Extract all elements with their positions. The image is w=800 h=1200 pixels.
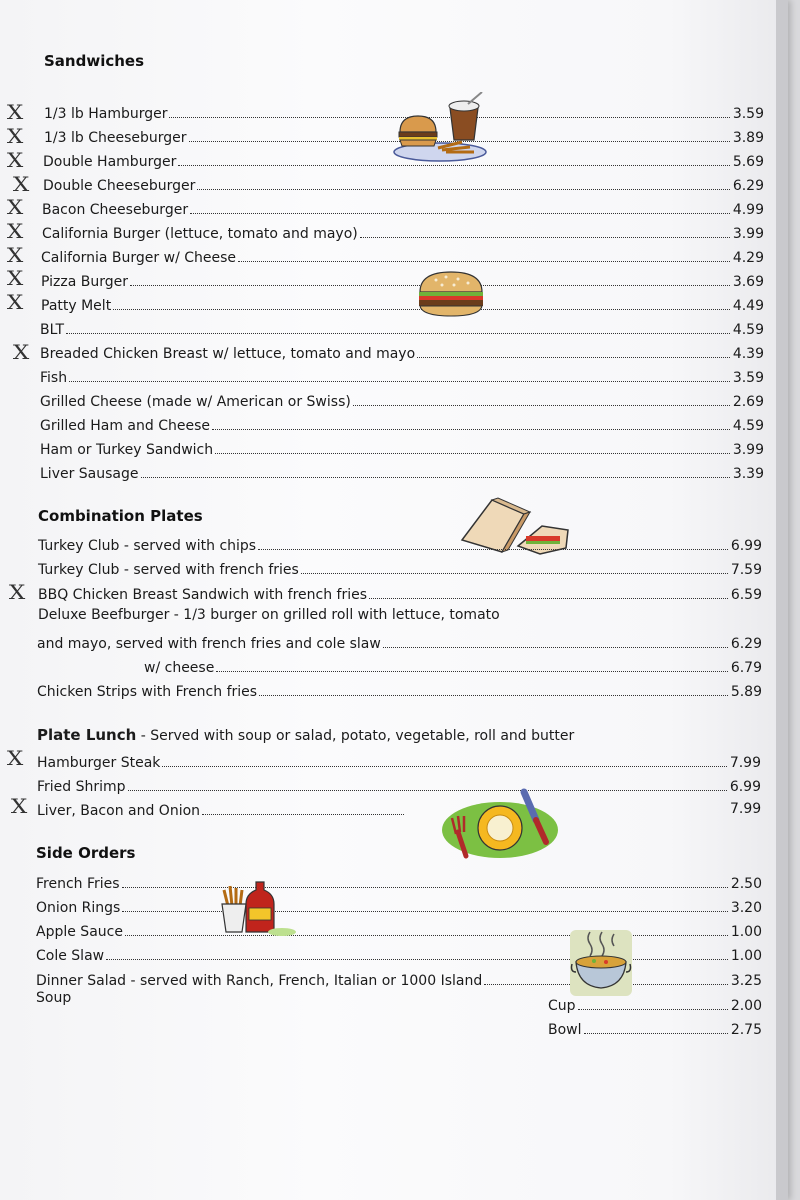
menu-item: Onion Rings 3.20 bbox=[36, 900, 762, 916]
section-title-combination-plates: Combination Plates bbox=[38, 507, 203, 525]
menu-item: w/ cheese 6.79 bbox=[144, 660, 762, 676]
menu-item: Ham or Turkey Sandwich 3.99 bbox=[40, 442, 764, 458]
menu-item: Turkey Club - served with french fries 7.59 bbox=[38, 562, 762, 578]
handwritten-x-mark: X bbox=[6, 746, 24, 770]
menu-item: Fried Shrimp 6.99 bbox=[37, 779, 761, 795]
menu-item: 1/3 lb Cheeseburger 3.89 bbox=[44, 130, 764, 146]
handwritten-x-mark: X bbox=[12, 172, 30, 196]
menu-item: Chicken Strips with French fries 5.89 bbox=[37, 684, 762, 700]
menu-item: Dinner Salad - served with Ranch, French, Italian or 1000 Island 3.25 bbox=[36, 973, 762, 989]
menu-item: California Burger (lettuce, tomato and mayo) 3.99 bbox=[42, 226, 764, 242]
menu-item: Double Hamburger 5.69 bbox=[43, 154, 764, 170]
menu-item: Pizza Burger 3.69 bbox=[41, 274, 764, 290]
handwritten-x-mark: X bbox=[6, 124, 24, 148]
menu-item-price: 7.99 bbox=[730, 801, 762, 817]
menu-item: Cup 2.00 bbox=[548, 998, 762, 1014]
menu-item: 1/3 lb Hamburger 3.59 bbox=[44, 106, 764, 122]
menu-item: BBQ Chicken Breast Sandwich with french fries 6.59 bbox=[38, 587, 762, 603]
handwritten-x-mark: X bbox=[6, 148, 24, 172]
section-title-plate-lunch: Plate Lunch bbox=[37, 726, 137, 744]
menu-item: Grilled Ham and Cheese 4.59 bbox=[40, 418, 764, 434]
menu-item: Double Cheeseburger 6.29 bbox=[43, 178, 764, 194]
menu-item: Apple Sauce 1.00 bbox=[36, 924, 762, 940]
handwritten-x-mark: X bbox=[6, 243, 24, 267]
handwritten-x-mark: X bbox=[12, 340, 30, 364]
menu-item: Bowl 2.75 bbox=[548, 1022, 762, 1038]
menu-item: Liver, Bacon and Onion bbox=[37, 797, 407, 819]
menu-item: Fish 3.59 bbox=[40, 370, 764, 386]
menu-item: Breaded Chicken Breast w/ lettuce, tomato and mayo 4.39 bbox=[40, 346, 764, 362]
cheeseburger-clipart bbox=[416, 270, 486, 318]
handwritten-x-mark: X bbox=[6, 195, 24, 219]
handwritten-x-mark: X bbox=[10, 794, 28, 818]
section-title-sandwiches: Sandwiches bbox=[44, 52, 145, 70]
handwritten-x-mark: X bbox=[6, 219, 24, 243]
menu-item: BLT 4.59 bbox=[40, 322, 764, 338]
fries-and-ketchup-clipart bbox=[216, 876, 300, 938]
handwritten-x-mark: X bbox=[8, 580, 26, 604]
handwritten-x-mark: X bbox=[6, 100, 24, 124]
plate-fork-knife-clipart bbox=[438, 786, 560, 864]
menu-item: Cole Slaw 1.00 bbox=[36, 948, 762, 964]
handwritten-x-mark: X bbox=[6, 290, 24, 314]
section-title-side-orders: Side Orders bbox=[36, 844, 136, 862]
menu-item-description: Deluxe Beefburger - 1/3 burger on grilled roll with lettuce, tomato bbox=[38, 607, 500, 623]
section-header-plate-lunch bbox=[37, 726, 574, 744]
menu-item: Grilled Cheese (made w/ American or Swiss) 2.69 bbox=[40, 394, 764, 410]
menu-item: Turkey Club - served with chips 6.99 bbox=[38, 538, 762, 554]
soup-pot-clipart bbox=[568, 928, 634, 998]
menu-item: California Burger w/ Cheese 4.29 bbox=[41, 250, 764, 266]
handwritten-x-mark: X bbox=[6, 266, 24, 290]
menu-item: French Fries 2.50 bbox=[36, 876, 762, 892]
menu-item: Hamburger Steak 7.99 bbox=[37, 755, 761, 771]
menu-item: and mayo, served with french fries and cole slaw 6.29 bbox=[37, 636, 762, 652]
menu-item: Liver Sausage 3.39 bbox=[40, 466, 764, 482]
menu-item: Patty Melt 4.49 bbox=[41, 298, 764, 314]
page-edge bbox=[776, 0, 788, 1200]
menu-item: Bacon Cheeseburger 4.99 bbox=[42, 202, 764, 218]
menu-item-soup: Soup bbox=[36, 990, 72, 1006]
section-subtitle-plate-lunch: - Served with soup or salad, potato, vegetable, roll and butter bbox=[140, 728, 575, 744]
burger-and-drink-clipart bbox=[392, 92, 492, 164]
